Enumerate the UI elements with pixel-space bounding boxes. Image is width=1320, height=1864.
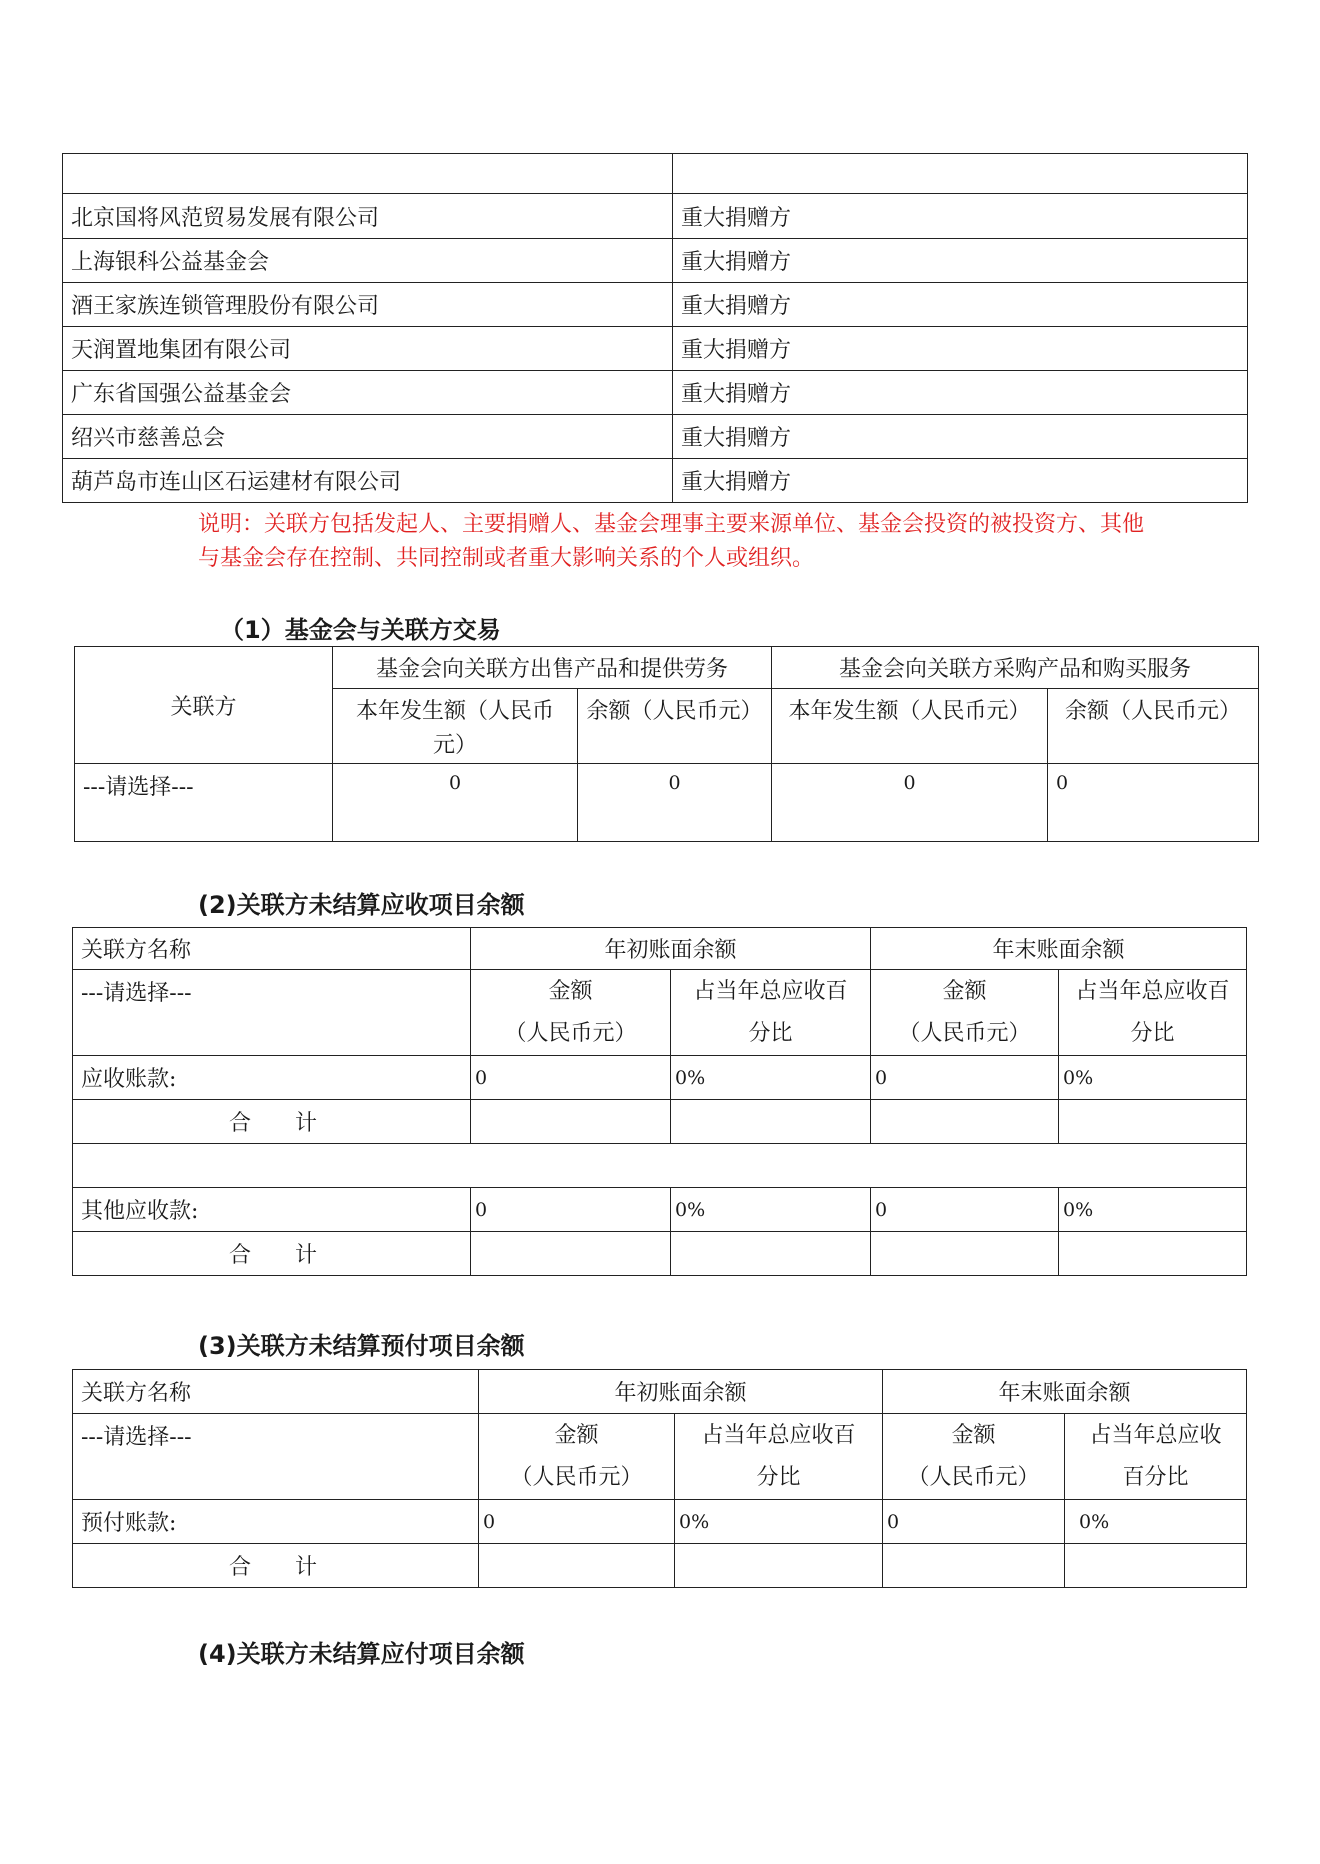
amount-header: 金额 （人民币元） — [883, 1414, 1065, 1500]
total-row — [73, 1544, 1247, 1588]
table-row — [63, 371, 1248, 415]
spacer-row — [73, 1144, 1247, 1188]
buy-amount-value: 0 — [772, 764, 1048, 842]
end-percent: 0% — [1059, 1056, 1247, 1100]
sub-buy-balance-header: 余额（人民币元） — [1048, 689, 1259, 764]
party-name: 上海银科公益基金会 — [63, 239, 673, 283]
section3-heading: (3)关联方未结算预付项目余额 — [198, 1332, 525, 1360]
empty-cell — [73, 1144, 1247, 1188]
col-name-header: 关联方名称 — [73, 1370, 479, 1414]
table-row — [63, 194, 1248, 239]
sub-sell-balance-header: 余额（人民币元） — [578, 689, 772, 764]
buy-balance-value: 0 — [1048, 764, 1259, 842]
party-name: 绍兴市慈善总会 — [63, 415, 673, 459]
group-sell-header: 基金会向关联方出售产品和提供劳务 — [333, 647, 772, 689]
section1-heading: （1）基金会与关联方交易 — [220, 616, 501, 644]
amount-header: 金额 （人民币元） — [871, 970, 1059, 1056]
party-name: 北京国将风范贸易发展有限公司 — [63, 194, 673, 239]
other-receivable-row — [73, 1188, 1247, 1232]
begin-percent: 0% — [671, 1056, 871, 1100]
table-header-row — [63, 154, 1248, 194]
party-name: 天润置地集团有限公司 — [63, 327, 673, 371]
prepaid-row — [73, 1500, 1247, 1544]
total-row — [73, 1232, 1247, 1276]
empty-cell — [871, 1100, 1059, 1144]
prepaid-label: 预付账款: — [73, 1500, 479, 1544]
table-row — [63, 283, 1248, 327]
party-relation: 重大捐赠方 — [673, 239, 1248, 283]
table-row — [63, 415, 1248, 459]
begin-amount: 0 — [479, 1500, 675, 1544]
end-amount: 0 — [871, 1056, 1059, 1100]
empty-cell — [471, 1232, 671, 1276]
table-row — [63, 327, 1248, 371]
party-name: 葫芦岛市连山区石运建材有限公司 — [63, 459, 673, 503]
amount-header: 金额 （人民币元） — [471, 970, 671, 1056]
party-relation: 重大捐赠方 — [673, 327, 1248, 371]
total-label: 合 计 — [73, 1544, 479, 1588]
empty-cell — [63, 154, 673, 194]
total-row — [73, 1100, 1247, 1144]
empty-cell — [471, 1100, 671, 1144]
empty-cell — [673, 154, 1248, 194]
end-percent: 0% — [1065, 1500, 1247, 1544]
percent-header: 占当年总应收百 分比 — [675, 1414, 883, 1500]
begin-amount: 0 — [471, 1056, 671, 1100]
end-balance-header: 年末账面余额 — [883, 1370, 1247, 1414]
empty-cell — [1059, 1100, 1247, 1144]
end-balance-header: 年末账面余额 — [871, 928, 1247, 970]
end-percent: 0% — [1059, 1188, 1247, 1232]
empty-cell — [883, 1544, 1065, 1588]
empty-cell — [671, 1100, 871, 1144]
empty-cell — [1065, 1544, 1247, 1588]
party-relation: 重大捐赠方 — [673, 415, 1248, 459]
begin-percent: 0% — [671, 1188, 871, 1232]
party-name: 广东省国强公益基金会 — [63, 371, 673, 415]
begin-percent: 0% — [675, 1500, 883, 1544]
receivables-table — [72, 927, 1247, 1276]
table-row — [63, 459, 1248, 503]
end-amount: 0 — [871, 1188, 1059, 1232]
percent-header: 占当年总应收百 分比 — [1059, 970, 1247, 1056]
begin-balance-header: 年初账面余额 — [479, 1370, 883, 1414]
party-name: 酒王家族连锁管理股份有限公司 — [63, 283, 673, 327]
sub-sell-amount-header: 本年发生额（人民币元） — [333, 689, 578, 764]
percent-header: 占当年总应收 百分比 — [1065, 1414, 1247, 1500]
party-select[interactable]: ---请选择--- — [75, 764, 333, 842]
total-label: 合 计 — [73, 1232, 471, 1276]
receivable-row — [73, 1056, 1247, 1100]
empty-cell — [671, 1232, 871, 1276]
end-amount: 0 — [883, 1500, 1065, 1544]
party-relation: 重大捐赠方 — [673, 371, 1248, 415]
party-relation: 重大捐赠方 — [673, 283, 1248, 327]
col-name-header: 关联方名称 — [73, 928, 471, 970]
total-label: 合 计 — [73, 1100, 471, 1144]
empty-cell — [479, 1544, 675, 1588]
party-select[interactable]: ---请选择--- — [73, 1414, 479, 1500]
empty-cell — [675, 1544, 883, 1588]
transactions-table — [74, 646, 1259, 842]
section2-heading: (2)关联方未结算应收项目余额 — [198, 891, 525, 919]
empty-cell — [1059, 1232, 1247, 1276]
percent-header: 占当年总应收百 分比 — [671, 970, 871, 1056]
begin-balance-header: 年初账面余额 — [471, 928, 871, 970]
other-receivable-label: 其他应收款: — [73, 1188, 471, 1232]
party-select[interactable]: ---请选择--- — [73, 970, 471, 1056]
party-relation: 重大捐赠方 — [673, 194, 1248, 239]
amount-header: 金额 （人民币元） — [479, 1414, 675, 1500]
sell-amount-value: 0 — [333, 764, 578, 842]
prepaid-table — [72, 1369, 1247, 1588]
empty-cell — [871, 1232, 1059, 1276]
group-buy-header: 基金会向关联方采购产品和购买服务 — [772, 647, 1259, 689]
table-row — [63, 239, 1248, 283]
begin-amount: 0 — [471, 1188, 671, 1232]
section4-heading: (4)关联方未结算应付项目余额 — [198, 1640, 525, 1668]
party-relation: 重大捐赠方 — [673, 459, 1248, 503]
explanation-note: 说明：关联方包括发起人、主要捐赠人、基金会理事主要来源单位、基金会投资的被投资方、其他与基金会存在控制、共同控制或者重大影响关系的个人或组织。 — [198, 512, 1145, 571]
sell-balance-value: 0 — [578, 764, 772, 842]
col-party-header: 关联方 — [75, 647, 333, 764]
related-party-table — [62, 153, 1248, 503]
sub-buy-amount-header: 本年发生额（人民币元） — [772, 689, 1048, 764]
receivable-label: 应收账款: — [73, 1056, 471, 1100]
